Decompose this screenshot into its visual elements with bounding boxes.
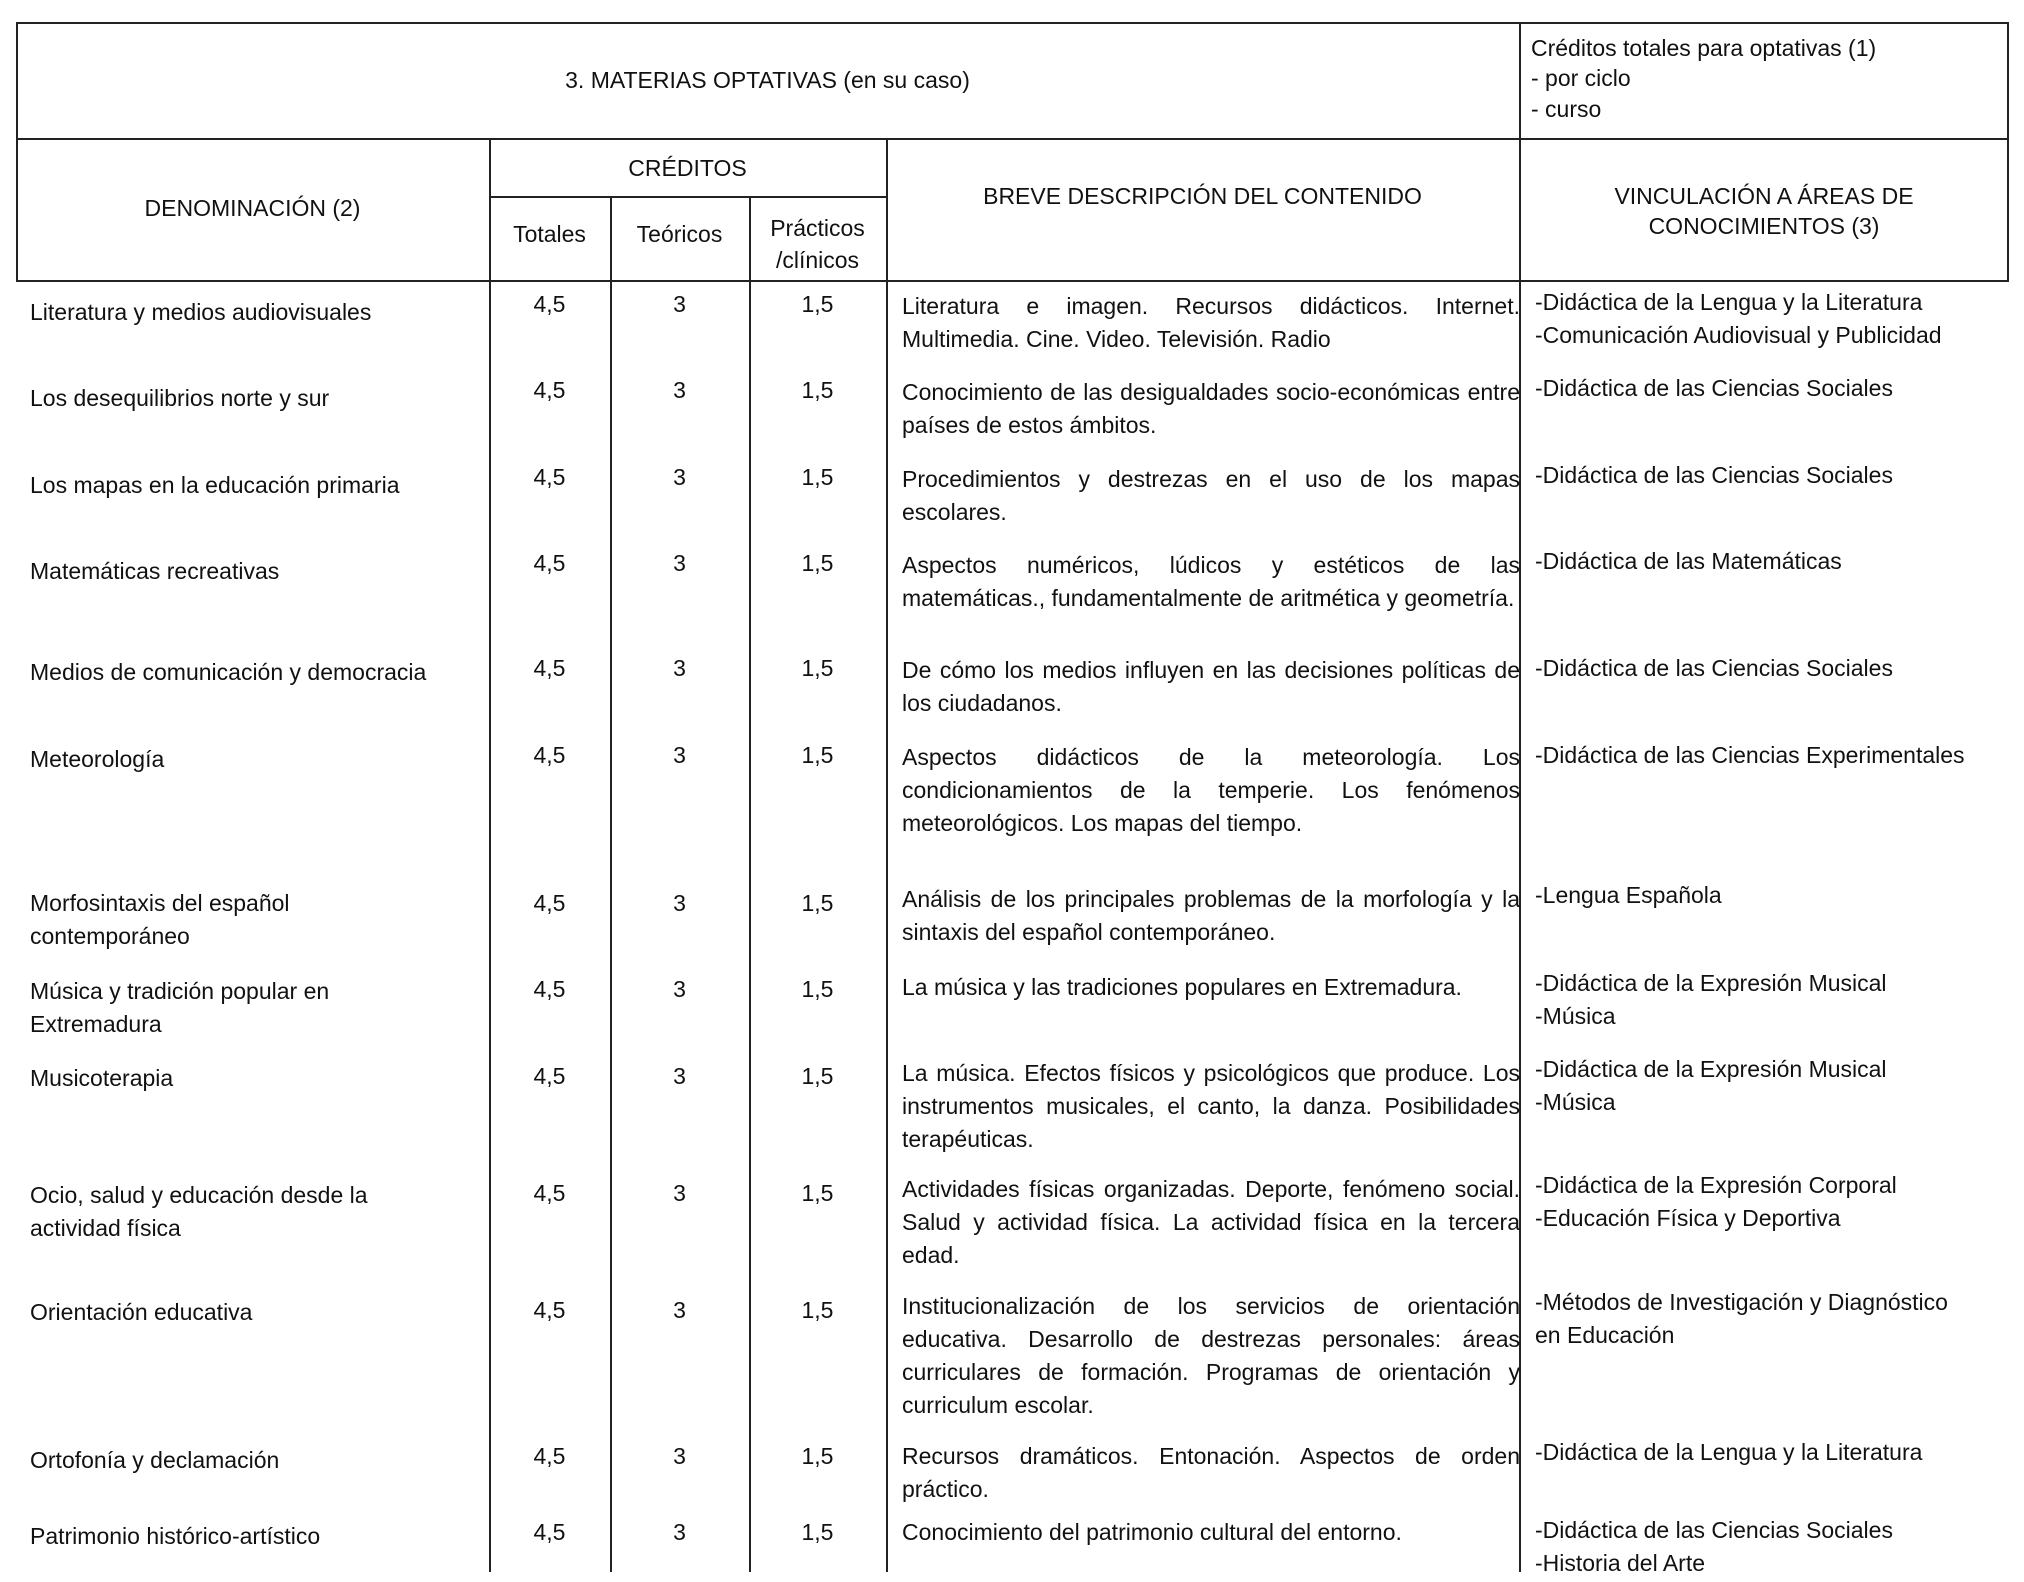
row-practicos: 1,5 <box>801 976 834 1002</box>
row-totales: 4,5 <box>533 655 566 681</box>
row-teoricos: 3 <box>673 464 686 490</box>
row-name: Morfosintaxis del español contemporáneo <box>30 890 290 949</box>
row-name: Matemáticas recreativas <box>30 558 280 584</box>
row-description: La música y las tradiciones populares en Extremadura. <box>902 974 1462 1000</box>
descripcion-header: BREVE DESCRIPCIÓN DEL CONTENIDO <box>983 183 1422 209</box>
row-practicos: 1,5 <box>801 1443 834 1469</box>
row-teoricos: 3 <box>673 1297 686 1323</box>
section-title: 3. MATERIAS OPTATIVAS (en su caso) <box>565 67 970 93</box>
row-teoricos: 3 <box>673 550 686 576</box>
row-practicos: 1,5 <box>801 1180 834 1206</box>
row-name: Orientación educativa <box>30 1299 253 1325</box>
row-totales: 4,5 <box>533 1519 566 1545</box>
row-totales: 4,5 <box>533 1063 566 1089</box>
row-description: Conocimiento del patrimonio cultural del entorno. <box>902 1519 1402 1545</box>
row-areas: -Didáctica de las Ciencias Sociales <box>1535 655 1893 681</box>
row-areas: -Didáctica de las Ciencias Experimentales <box>1535 742 1965 768</box>
vinculacion-header-line2: CONOCIMIENTOS (3) <box>1648 213 1880 239</box>
row-areas: -Didáctica de la Lengua y la Literatura -Comunicación Audiovisual y Publicidad <box>1535 289 1942 348</box>
row-areas: -Didáctica de la Expresión Corporal -Educación Física y Deportiva <box>1535 1172 1897 1231</box>
row-areas: -Didáctica de la Expresión Musical -Música <box>1535 1056 1887 1115</box>
row-areas: -Didáctica de la Lengua y la Literatura <box>1535 1439 1923 1465</box>
row-teoricos: 3 <box>673 291 686 317</box>
practicos-header-line1: Prácticos <box>770 215 865 241</box>
row-description: Procedimientos y destrezas en el uso de los mapas escolares. <box>902 466 1520 525</box>
row-teoricos: 3 <box>673 1063 686 1089</box>
credits-note-line2: - por ciclo <box>1531 65 1631 91</box>
row-totales: 4,5 <box>533 291 566 317</box>
row-name: Medios de comunicación y democracia <box>30 659 427 685</box>
row-totales: 4,5 <box>533 1297 566 1323</box>
row-practicos: 1,5 <box>801 742 834 768</box>
creditos-header: CRÉDITOS <box>628 155 747 181</box>
row-description: Conocimiento de las desigualdades socio-económicas entre países de estos ámbitos. <box>902 379 1520 438</box>
creditos-divider <box>489 196 886 198</box>
row-practicos: 1,5 <box>801 890 834 916</box>
row-totales: 4,5 <box>533 1443 566 1469</box>
col-divider-descripcion <box>886 138 888 1572</box>
row-totales: 4,5 <box>533 1180 566 1206</box>
row-areas: -Lengua Española <box>1535 882 1722 908</box>
row-teoricos: 3 <box>673 1519 686 1545</box>
row-description: La música. Efectos físicos y psicológicos que produce. Los instrumentos musicales, el canto, la danza. Posibilidades terapéuticas. <box>902 1060 1520 1152</box>
teoricos-header: Teóricos <box>636 221 723 247</box>
vinculacion-header-line1: VINCULACIÓN A ÁREAS DE <box>1614 183 1914 209</box>
row-totales: 4,5 <box>533 550 566 576</box>
row-totales: 4,5 <box>533 742 566 768</box>
row-totales: 4,5 <box>533 377 566 403</box>
row-description: Institucionalización de los servicios de orientación educativa. Desarrollo de destrezas personales: áreas curriculares de formación. Programas de orientación y curriculum escolar. <box>902 1293 1520 1418</box>
row-teoricos: 3 <box>673 890 686 916</box>
row-totales: 4,5 <box>533 890 566 916</box>
row-areas: -Didáctica de las Ciencias Sociales <box>1535 375 1893 401</box>
totales-header: Totales <box>513 221 586 247</box>
row-practicos: 1,5 <box>801 655 834 681</box>
column-header-divider <box>16 280 2009 282</box>
row-teoricos: 3 <box>673 1180 686 1206</box>
col-divider-totales <box>489 138 491 1572</box>
row-description: Recursos dramáticos. Entonación. Aspectos de orden práctico. <box>902 1443 1520 1502</box>
credits-note-line3: - curso <box>1531 96 1602 122</box>
row-areas: -Didáctica de la Expresión Musical -Música <box>1535 970 1887 1029</box>
row-name: Música y tradición popular en Extremadura <box>30 978 330 1037</box>
row-teoricos: 3 <box>673 976 686 1002</box>
table-top-border <box>16 22 2009 24</box>
row-areas: -Didáctica de las Ciencias Sociales <box>1535 462 1893 488</box>
row-practicos: 1,5 <box>801 1297 834 1323</box>
row-name: Los desequilibrios norte y sur <box>30 385 330 411</box>
row-name: Ortofonía y declamación <box>30 1447 280 1473</box>
row-name: Literatura y medios audiovisuales <box>30 299 372 325</box>
row-description: Aspectos didácticos de la meteorología. Los condicionamientos de la temperie. Los fenómenos meteorológicos. Los mapas del tiempo. <box>902 744 1520 836</box>
row-name: Patrimonio histórico-artístico <box>30 1523 321 1549</box>
row-practicos: 1,5 <box>801 550 834 576</box>
row-practicos: 1,5 <box>801 377 834 403</box>
row-practicos: 1,5 <box>801 291 834 317</box>
row-name: Los mapas en la educación primaria <box>30 472 400 498</box>
row-areas: -Didáctica de las Ciencias Sociales -Historia del Arte <box>1535 1517 1893 1576</box>
row-name: Musicoterapia <box>30 1065 174 1091</box>
row-name: Meteorología <box>30 746 165 772</box>
credits-note-line1: Créditos totales para optativas (1) <box>1531 35 1877 61</box>
row-totales: 4,5 <box>533 464 566 490</box>
row-teoricos: 3 <box>673 377 686 403</box>
row-areas: -Didáctica de las Matemáticas <box>1535 548 1842 574</box>
header-divider <box>16 138 2009 140</box>
row-areas: -Métodos de Investigación y Diagnóstico en Educación <box>1535 1289 1948 1348</box>
row-teoricos: 3 <box>673 742 686 768</box>
practicos-header-line2: /clínicos <box>775 247 860 273</box>
row-practicos: 1,5 <box>801 464 834 490</box>
row-totales: 4,5 <box>533 976 566 1002</box>
row-practicos: 1,5 <box>801 1519 834 1545</box>
row-description: Aspectos numéricos, lúdicos y estéticos de las matemáticas., fundamentalmente de aritmética y geometría. <box>902 552 1520 611</box>
row-name: Ocio, salud y educación desde la actividad física <box>30 1182 368 1241</box>
row-description: Análisis de los principales problemas de la morfología y la sintaxis del español contemporáneo. <box>902 886 1520 945</box>
document-page <box>16 22 2009 1576</box>
row-teoricos: 3 <box>673 655 686 681</box>
row-teoricos: 3 <box>673 1443 686 1469</box>
row-description: Actividades físicas organizadas. Deporte, fenómeno social. Salud y actividad física. La actividad física en la tercera edad. <box>902 1176 1520 1268</box>
row-description: Literatura e imagen. Recursos didácticos. Internet. Multimedia. Cine. Video. Televisión. Radio <box>902 293 1520 352</box>
row-description: De cómo los medios influyen en las decisiones políticas de los ciudadanos. <box>902 657 1520 716</box>
row-practicos: 1,5 <box>801 1063 834 1089</box>
denominacion-header: DENOMINACIÓN (2) <box>144 195 361 221</box>
table-left-border <box>16 22 18 282</box>
table-right-border <box>2007 22 2009 282</box>
